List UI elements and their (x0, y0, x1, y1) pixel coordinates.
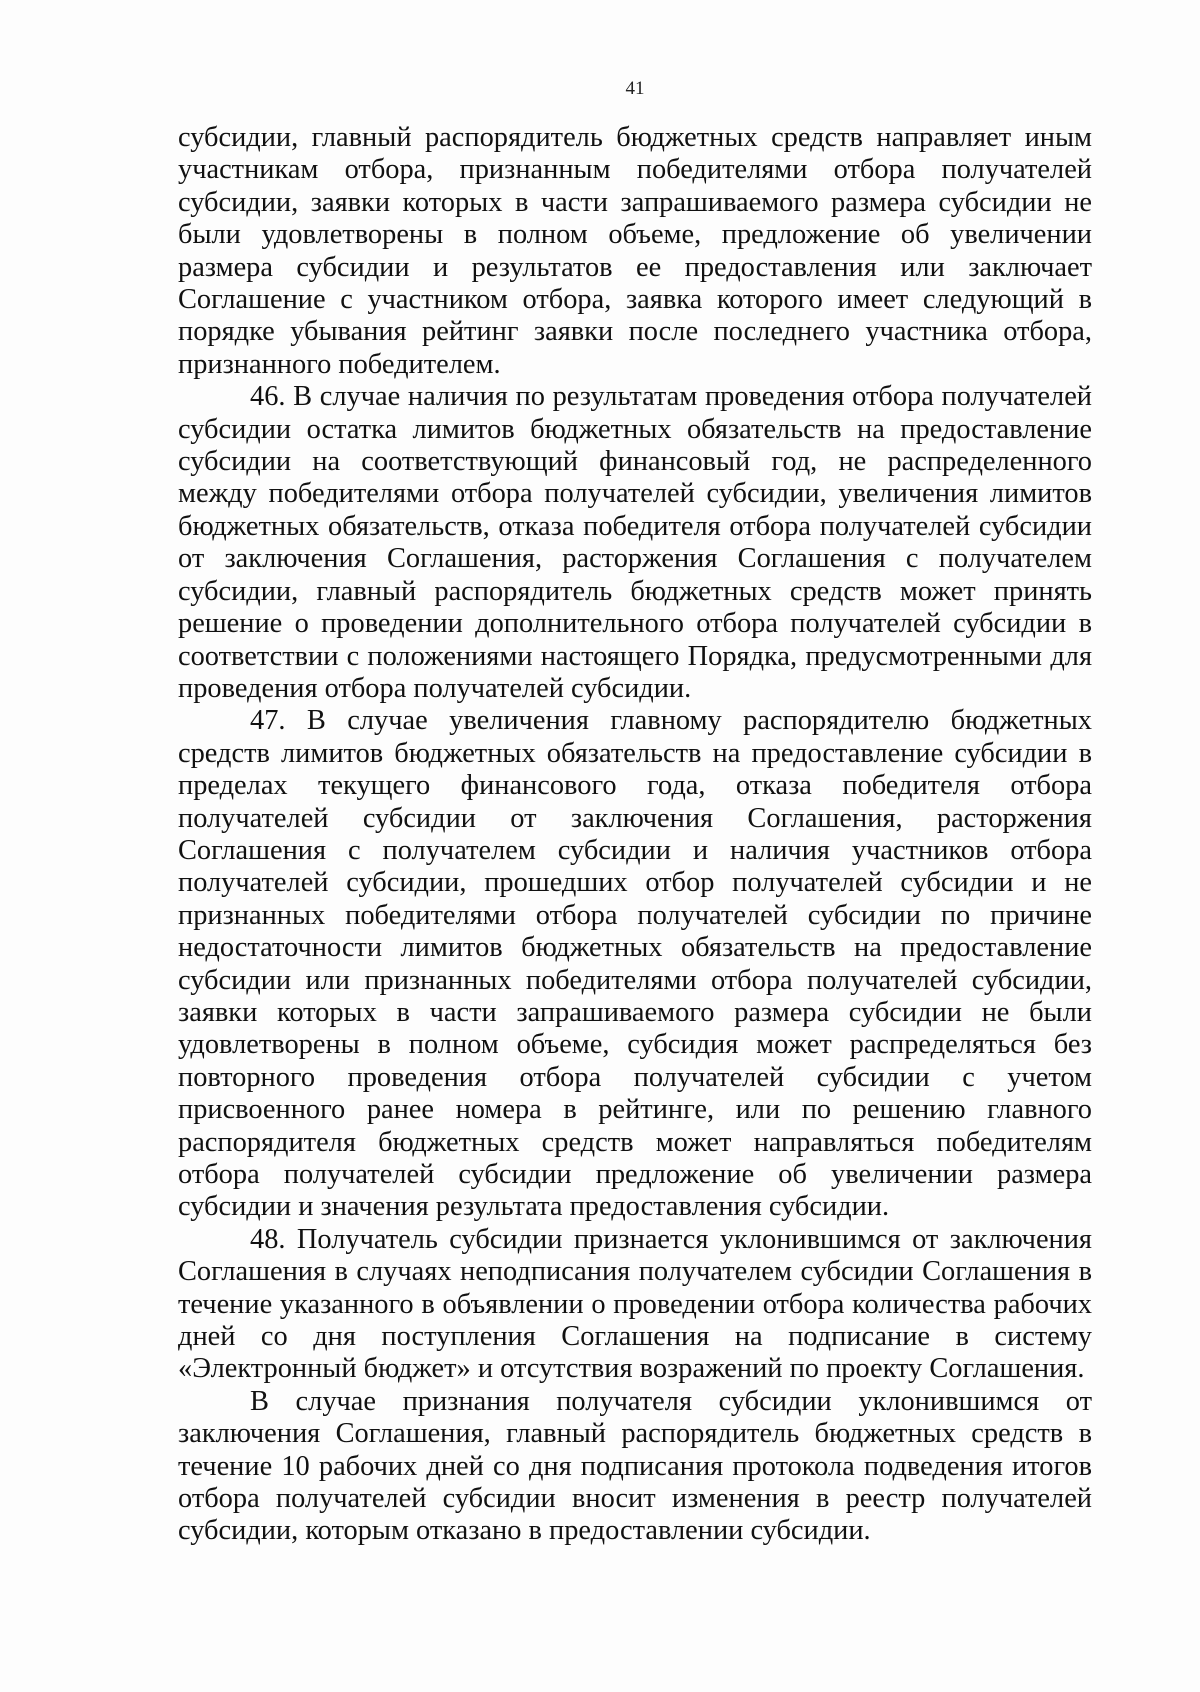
paragraph-continuation: субсидии, главный распорядитель бюджетных средств направляет иным участникам отбора, признанным победителями отбора получателей субсидии, заявки которых в части запрашиваемого размера субсидии не были удовлетворены в полном объеме, предложение об увеличении размера субсидии и результатов ее предоставления или заключает Соглашение с участником отбора, заявка которого имеет следующий в порядке убывания рейтинг заявки после последнего участника отбора, признанного победителем. (178, 122, 1092, 380)
page-number: 41 (625, 78, 645, 99)
paragraph-48: 48. Получатель субсидии признается уклонившимся от заключения Соглашения в случаях неподписания получателем субсидии Соглашения в течение указанного в объявлении о проведении отбора количества рабочих дней со дня поступления Соглашения на подписание в систему «Электронный бюджет» и отсутствия возражений по проекту Соглашения. (178, 1223, 1092, 1385)
paragraph-evasion-consequence: В случае признания получателя субсидии уклонившимся от заключения Соглашения, главный распорядитель бюджетных средств в течение 10 рабочих дней со дня подписания протокола подведения итогов отбора получателей субсидии вносит изменения в реестр получателей субсидии, которым отказано в предоставлении субсидии. (178, 1385, 1092, 1547)
paragraph-46: 46. В случае наличия по результатам проведения отбора получателей субсидии остатка лимитов бюджетных обязательств на предоставление субсидии на соответствующий финансовый год, не распределенного между победителями отбора получателей субсидии, увеличения лимитов бюджетных обязательств, отказа победителя отбора получателей субсидии от заключения Соглашения, расторжения Соглашения с получателем субсидии, главный распорядитель бюджетных средств может принять решение о проведении дополнительного отбора получателей субсидии в соответствии с положениями настоящего Порядка, предусмотренными для проведения отбора получателей субсидии. (178, 381, 1092, 704)
paragraph-47: 47. В случае увеличения главному распорядителю бюджетных средств лимитов бюджетных обязательств на предоставление субсидии в пределах текущего финансового года, отказа победителя отбора получателей субсидии от заключения Соглашения, расторжения Соглашения с получателем субсидии и наличия участников отбора получателей субсидии, прошедших отбор получателей субсидии и не признанных победителями отбора получателей субсидии по причине недостаточности лимитов бюджетных обязательств на предоставление субсидии или признанных победителями отбора получателей субсидии, заявки которых в части запрашиваемого размера субсидии не были удовлетворены в полном объеме, субсидия может распределяться без повторного проведения отбора получателей субсидии с учетом присвоенного ранее номера в рейтинге, или по решению главного распорядителя бюджетных средств может направляться победителям отбора получателей субсидии предложение об увеличении размера субсидии и значения результата предоставления субсидии. (178, 705, 1092, 1223)
document-body (178, 122, 1092, 1548)
